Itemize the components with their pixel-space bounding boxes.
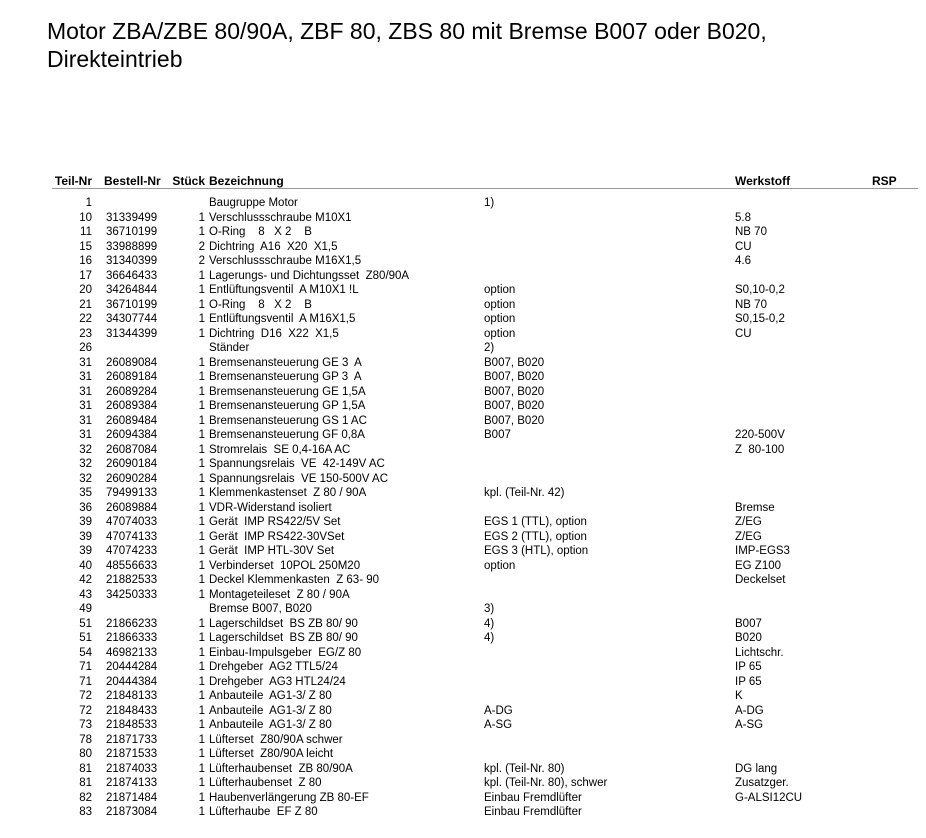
header-divider (52, 188, 918, 189)
table-row (0, 240, 926, 255)
cell-bezeichnung: Lagerungs- und Dichtungsset Z80/90A (209, 269, 410, 282)
table-row (0, 298, 926, 313)
cell-bezeichnung: Bremsenansteuerung GP 1,5A (209, 400, 366, 412)
cell-bezeichnung: Spannungsrelais VE 150-500V AC (209, 472, 389, 485)
cell-bestell-nr: 31340399 (106, 255, 158, 267)
cell-werkstoff: Bremse (735, 501, 775, 514)
cell-bestell-nr: 34307744 (106, 313, 158, 325)
table-row (0, 414, 926, 429)
cell-bemerkung: Einbau Fremdlüfter (484, 806, 582, 818)
cell-bezeichnung: Entlüftungsventil A M16X1,5 (209, 313, 356, 325)
table-row (0, 370, 926, 385)
cell-bezeichnung: Ständer (209, 342, 250, 354)
cell-stueck: 1 (198, 443, 205, 456)
cell-bestell-nr: 21871533 (106, 748, 158, 760)
cell-teil-nr: 72 (79, 690, 92, 702)
cell-teil-nr: 81 (79, 777, 92, 789)
cell-bezeichnung: Drehgeber AG2 TTL5/24 (209, 661, 338, 673)
cell-werkstoff: Deckelset (735, 574, 786, 586)
cell-bemerkung: Einbau Fremdlüfter (484, 791, 582, 804)
cell-stueck: 1 (198, 385, 205, 398)
cell-teil-nr: 78 (79, 733, 92, 746)
cell-bezeichnung: Bremsenansteuerung GF 0,8A (209, 429, 365, 441)
table-row (0, 631, 926, 646)
cell-stueck: 1 (198, 690, 205, 702)
cell-stueck: 1 (198, 284, 205, 296)
cell-bestell-nr: 20444284 (106, 661, 158, 673)
cell-bezeichnung: Lüfterhaube EF Z 80 (209, 806, 318, 818)
cell-teil-nr: 32 (79, 472, 92, 485)
cell-stueck: 1 (198, 371, 205, 383)
cell-stueck: 1 (198, 400, 205, 412)
cell-teil-nr: 51 (79, 632, 92, 644)
table-row (0, 341, 926, 356)
table-row (0, 559, 926, 574)
table-row (0, 675, 926, 690)
cell-werkstoff: S0,15-0,2 (735, 313, 785, 325)
cell-stueck: 1 (198, 327, 205, 340)
cell-stueck: 1 (198, 530, 205, 543)
cell-bemerkung: B007 (484, 429, 511, 441)
table-row (0, 805, 926, 820)
header-stueck: Stück (172, 174, 205, 188)
cell-teil-nr: 72 (79, 704, 92, 717)
cell-bezeichnung: Anbauteile AG1-3/ Z 80 (209, 704, 332, 717)
cell-bestell-nr: 21882533 (106, 574, 158, 586)
table-row (0, 211, 926, 226)
cell-stueck: 1 (198, 487, 205, 499)
cell-teil-nr: 83 (79, 806, 92, 818)
table-row (0, 689, 926, 704)
cell-werkstoff: A-SG (735, 719, 764, 731)
cell-bemerkung: EGS 3 (HTL), option (484, 545, 589, 557)
cell-bestell-nr: 26087084 (106, 443, 158, 456)
cell-werkstoff: 4.6 (735, 255, 751, 267)
cell-bestell-nr: 21874033 (106, 762, 158, 775)
cell-bezeichnung: Lüfterhaubenset Z 80 (209, 777, 322, 789)
cell-werkstoff: S0,10-0,2 (735, 284, 785, 296)
cell-stueck: 1 (198, 559, 205, 572)
cell-werkstoff: G-ALSI12CU (735, 791, 803, 804)
cell-bezeichnung: Deckel Klemmenkasten Z 63- 90 (209, 574, 380, 586)
cell-teil-nr: 1 (85, 197, 92, 209)
cell-stueck: 1 (198, 574, 205, 586)
page-title (47, 17, 907, 73)
cell-werkstoff: Z 80-100 (735, 443, 785, 456)
cell-teil-nr: 22 (79, 313, 92, 325)
cell-bezeichnung: Dichtring D16 X22 X1,5 (209, 327, 339, 340)
cell-bezeichnung: Lagerschildset BS ZB 80/ 90 (209, 617, 358, 630)
cell-teil-nr: 23 (79, 327, 92, 340)
cell-teil-nr: 31 (79, 429, 92, 441)
cell-bezeichnung: Verschlussschraube M10X1 (209, 211, 352, 224)
cell-bemerkung: 1) (484, 197, 495, 209)
cell-bemerkung: B007, B020 (484, 371, 545, 383)
cell-bezeichnung: Gerät IMP HTL-30V Set (209, 545, 335, 557)
table-row (0, 385, 926, 400)
cell-bemerkung: kpl. (Teil-Nr. 80) (484, 762, 565, 775)
header-bezeichnung: Bezeichnung (209, 174, 284, 188)
table-row (0, 225, 926, 240)
cell-bestell-nr: 26090184 (106, 458, 158, 470)
cell-teil-nr: 36 (79, 501, 92, 514)
cell-werkstoff: NB 70 (735, 298, 767, 311)
cell-bestell-nr: 79499133 (106, 487, 158, 499)
cell-bestell-nr: 31344399 (106, 327, 158, 340)
cell-bemerkung: option (484, 327, 516, 340)
cell-werkstoff: A-DG (735, 704, 764, 717)
cell-bezeichnung: Bremsenansteuerung GS 1 AC (209, 414, 367, 427)
cell-teil-nr: 31 (79, 400, 92, 412)
table-row (0, 733, 926, 748)
cell-stueck: 1 (198, 661, 205, 673)
cell-teil-nr: 82 (79, 791, 92, 804)
cell-bemerkung: B007, B020 (484, 356, 545, 369)
cell-stueck: 1 (198, 719, 205, 731)
table-row (0, 646, 926, 661)
cell-teil-nr: 81 (79, 762, 92, 775)
cell-teil-nr: 39 (79, 516, 92, 528)
cell-stueck: 2 (198, 255, 205, 267)
cell-bestell-nr: 48556633 (106, 559, 158, 572)
parts-table-body (0, 196, 926, 820)
cell-bezeichnung: Dichtring A16 X20 X1,5 (209, 240, 338, 253)
cell-teil-nr: 15 (79, 240, 92, 253)
cell-bestell-nr: 47074233 (106, 545, 158, 557)
cell-stueck: 1 (198, 429, 205, 441)
cell-stueck: 1 (198, 298, 205, 311)
cell-bestell-nr: 26089084 (106, 356, 158, 369)
cell-bemerkung: EGS 1 (TTL), option (484, 516, 587, 528)
cell-bezeichnung: Gerät IMP RS422-30VSet (209, 530, 345, 543)
cell-stueck: 1 (198, 516, 205, 528)
cell-bezeichnung: Einbau-Impulsgeber EG/Z 80 (209, 646, 362, 659)
cell-teil-nr: 35 (79, 487, 92, 499)
cell-teil-nr: 39 (79, 530, 92, 543)
cell-bestell-nr: 47074033 (106, 516, 158, 528)
cell-bestell-nr: 34250333 (106, 588, 158, 601)
title-line-2: Direkteintrieb (47, 46, 183, 72)
cell-bestell-nr: 21874133 (106, 777, 158, 789)
table-row (0, 457, 926, 472)
cell-teil-nr: 16 (79, 255, 92, 267)
cell-stueck: 1 (198, 762, 205, 775)
cell-stueck: 2 (198, 240, 205, 253)
cell-werkstoff: CU (735, 327, 752, 340)
cell-bemerkung: option (484, 284, 516, 296)
cell-werkstoff: NB 70 (735, 226, 767, 238)
cell-werkstoff: CU (735, 240, 752, 253)
cell-teil-nr: 54 (79, 646, 92, 659)
cell-teil-nr: 43 (79, 588, 92, 601)
cell-bestell-nr: 26089384 (106, 400, 158, 412)
cell-bezeichnung: O-Ring 8 X 2 B (209, 226, 312, 238)
table-row (0, 515, 926, 530)
table-row (0, 530, 926, 545)
cell-stueck: 1 (198, 269, 205, 282)
cell-werkstoff: IP 65 (735, 675, 762, 688)
header-rsp: RSP (872, 174, 897, 188)
cell-bestell-nr: 26090284 (106, 472, 158, 485)
cell-teil-nr: 10 (79, 211, 92, 224)
table-row (0, 602, 926, 617)
cell-teil-nr: 71 (79, 661, 92, 673)
table-row (0, 588, 926, 603)
cell-stueck: 1 (198, 777, 205, 789)
cell-bestell-nr: 21866233 (106, 617, 158, 630)
cell-stueck: 1 (198, 458, 205, 470)
cell-stueck: 1 (198, 704, 205, 717)
table-row (0, 428, 926, 443)
cell-werkstoff: Z/EG (735, 530, 762, 543)
cell-bestell-nr: 26089884 (106, 501, 158, 514)
cell-werkstoff: Zusatzger. (735, 777, 789, 789)
cell-bemerkung: 2) (484, 342, 495, 354)
cell-stueck: 1 (198, 414, 205, 427)
cell-bestell-nr: 26094384 (106, 429, 158, 441)
cell-bestell-nr: 21848533 (106, 719, 158, 731)
cell-bestell-nr: 36710199 (106, 226, 158, 238)
cell-stueck: 1 (198, 356, 205, 369)
table-row (0, 327, 926, 342)
cell-werkstoff: Z/EG (735, 516, 762, 528)
cell-stueck: 1 (198, 313, 205, 325)
cell-bezeichnung: Haubenverlängerung ZB 80-EF (209, 791, 369, 804)
cell-teil-nr: 71 (79, 675, 92, 688)
table-row (0, 762, 926, 777)
cell-bestell-nr: 21848133 (106, 690, 158, 702)
cell-werkstoff: K (735, 690, 743, 702)
cell-bemerkung: 3) (484, 603, 495, 615)
cell-bezeichnung: Anbauteile AG1-3/ Z 80 (209, 690, 332, 702)
cell-stueck: 1 (198, 472, 205, 485)
table-row (0, 283, 926, 298)
cell-werkstoff: DG lang (735, 762, 778, 775)
cell-bestell-nr: 26089184 (106, 371, 158, 383)
cell-stueck: 1 (198, 733, 205, 746)
cell-bezeichnung: Drehgeber AG3 HTL24/24 (209, 675, 346, 688)
cell-teil-nr: 40 (79, 559, 92, 572)
table-row (0, 573, 926, 588)
cell-teil-nr: 31 (79, 356, 92, 369)
cell-bemerkung: kpl. (Teil-Nr. 80), schwer (484, 777, 608, 789)
cell-teil-nr: 80 (79, 748, 92, 760)
cell-werkstoff: Lichtschr. (735, 646, 784, 659)
cell-teil-nr: 21 (79, 298, 92, 311)
cell-bezeichnung: Entlüftungsventil A M10X1 !L (209, 284, 359, 296)
cell-bezeichnung: Verbinderset 10POL 250M20 (209, 559, 361, 572)
cell-bezeichnung: Lüfterset Z80/90A schwer (209, 733, 343, 746)
cell-bezeichnung: VDR-Widerstand isoliert (209, 501, 332, 514)
cell-stueck: 1 (198, 675, 205, 688)
cell-teil-nr: 73 (79, 719, 92, 731)
header-teil-nr: Teil-Nr (54, 174, 92, 188)
cell-bestell-nr: 21871484 (106, 791, 158, 804)
cell-bestell-nr: 46982133 (106, 646, 158, 659)
cell-teil-nr: 32 (79, 443, 92, 456)
cell-bestell-nr: 21871733 (106, 733, 158, 746)
table-row (0, 196, 926, 211)
cell-stueck: 1 (198, 806, 205, 818)
cell-bemerkung: A-DG (484, 704, 513, 717)
cell-bezeichnung: Stromrelais SE 0,4-16A AC (209, 443, 351, 456)
cell-bemerkung: A-SG (484, 719, 513, 731)
cell-werkstoff: IMP-EGS3 (735, 545, 790, 557)
cell-stueck: 1 (198, 545, 205, 557)
cell-teil-nr: 31 (79, 414, 92, 427)
table-row (0, 356, 926, 371)
table-row (0, 501, 926, 516)
cell-bestell-nr: 21848433 (106, 704, 158, 717)
cell-stueck: 1 (198, 617, 205, 630)
cell-bemerkung: option (484, 298, 516, 311)
table-row (0, 312, 926, 327)
cell-bemerkung: B007, B020 (484, 400, 545, 412)
cell-bezeichnung: Bremsenansteuerung GP 3 A (209, 371, 362, 383)
table-row (0, 718, 926, 733)
cell-stueck: 1 (198, 226, 205, 238)
cell-bestell-nr: 36646433 (106, 269, 158, 282)
cell-stueck: 1 (198, 501, 205, 514)
cell-teil-nr: 31 (79, 371, 92, 383)
table-row (0, 443, 926, 458)
cell-werkstoff: B020 (735, 632, 762, 644)
cell-bemerkung: B007, B020 (484, 385, 545, 398)
cell-bezeichnung: Klemmenkastenset Z 80 / 90A (209, 487, 367, 499)
table-row (0, 472, 926, 487)
table-row (0, 660, 926, 675)
header-werkstoff: Werkstoff (735, 174, 791, 188)
cell-stueck: 1 (198, 748, 205, 760)
cell-bemerkung: option (484, 313, 516, 325)
cell-bezeichnung: Montageteileset Z 80 / 90A (209, 588, 350, 601)
cell-bemerkung: B007, B020 (484, 414, 545, 427)
cell-bezeichnung: Lüfterset Z80/90A leicht (209, 748, 334, 760)
cell-bezeichnung: Bremsenansteuerung GE 3 A (209, 356, 362, 369)
table-row (0, 776, 926, 791)
cell-bestell-nr: 26089484 (106, 414, 158, 427)
cell-bemerkung: 4) (484, 617, 495, 630)
cell-bemerkung: EGS 2 (TTL), option (484, 530, 587, 543)
cell-stueck: 1 (198, 632, 205, 644)
table-row (0, 617, 926, 632)
cell-bezeichnung: O-Ring 8 X 2 B (209, 298, 312, 311)
cell-bezeichnung: Spannungsrelais VE 42-149V AC (209, 458, 385, 470)
cell-bezeichnung: Bremsenansteuerung GE 1,5A (209, 385, 366, 398)
cell-bezeichnung: Baugruppe Motor (209, 197, 298, 209)
cell-teil-nr: 32 (79, 458, 92, 470)
cell-teil-nr: 49 (79, 603, 92, 615)
cell-bestell-nr: 26089284 (106, 385, 158, 398)
cell-teil-nr: 39 (79, 545, 92, 557)
table-row (0, 747, 926, 762)
cell-werkstoff: IP 65 (735, 661, 762, 673)
cell-bezeichnung: Verschlussschraube M16X1,5 (209, 255, 362, 267)
cell-teil-nr: 20 (79, 284, 92, 296)
cell-bestell-nr: 33988899 (106, 240, 158, 253)
cell-werkstoff: EG Z100 (735, 559, 782, 572)
cell-stueck: 1 (198, 646, 205, 659)
cell-bestell-nr: 20444384 (106, 675, 158, 688)
cell-bestell-nr: 21873084 (106, 806, 158, 818)
table-row (0, 254, 926, 269)
table-row (0, 486, 926, 501)
cell-teil-nr: 42 (79, 574, 92, 586)
cell-bestell-nr: 36710199 (106, 298, 158, 311)
cell-werkstoff: 220-500V (735, 429, 785, 441)
cell-stueck: 1 (198, 791, 205, 804)
cell-werkstoff: 5.8 (735, 211, 751, 224)
cell-stueck: 1 (198, 588, 205, 601)
cell-bestell-nr: 31339499 (106, 211, 158, 224)
cell-bezeichnung: Anbauteile AG1-3/ Z 80 (209, 719, 332, 731)
cell-stueck: 1 (198, 211, 205, 224)
cell-bestell-nr: 34264844 (106, 284, 158, 296)
header-bestell-nr: Bestell-Nr (104, 174, 161, 188)
cell-teil-nr: 26 (79, 342, 92, 354)
cell-werkstoff: B007 (735, 617, 762, 630)
cell-bemerkung: 4) (484, 632, 495, 644)
table-row (0, 544, 926, 559)
cell-teil-nr: 51 (79, 617, 92, 630)
cell-bezeichnung: Lagerschildset BS ZB 80/ 90 (209, 632, 358, 644)
cell-teil-nr: 17 (79, 269, 92, 282)
cell-bezeichnung: Gerät IMP RS422/5V Set (209, 516, 341, 528)
cell-bestell-nr: 21866333 (106, 632, 158, 644)
table-row (0, 791, 926, 806)
table-row (0, 269, 926, 284)
cell-bestell-nr: 47074133 (106, 530, 158, 543)
cell-bemerkung: kpl. (Teil-Nr. 42) (484, 487, 565, 499)
title-line-1: Motor ZBA/ZBE 80/90A, ZBF 80, ZBS 80 mit Bremse B007 oder B020, (47, 18, 767, 44)
cell-bezeichnung: Bremse B007, B020 (209, 603, 312, 615)
cell-teil-nr: 31 (79, 385, 92, 398)
cell-bezeichnung: Lüfterhaubenset ZB 80/90A (209, 762, 353, 775)
table-row (0, 704, 926, 719)
cell-bemerkung: option (484, 559, 516, 572)
table-row (0, 399, 926, 414)
cell-teil-nr: 11 (80, 226, 92, 238)
